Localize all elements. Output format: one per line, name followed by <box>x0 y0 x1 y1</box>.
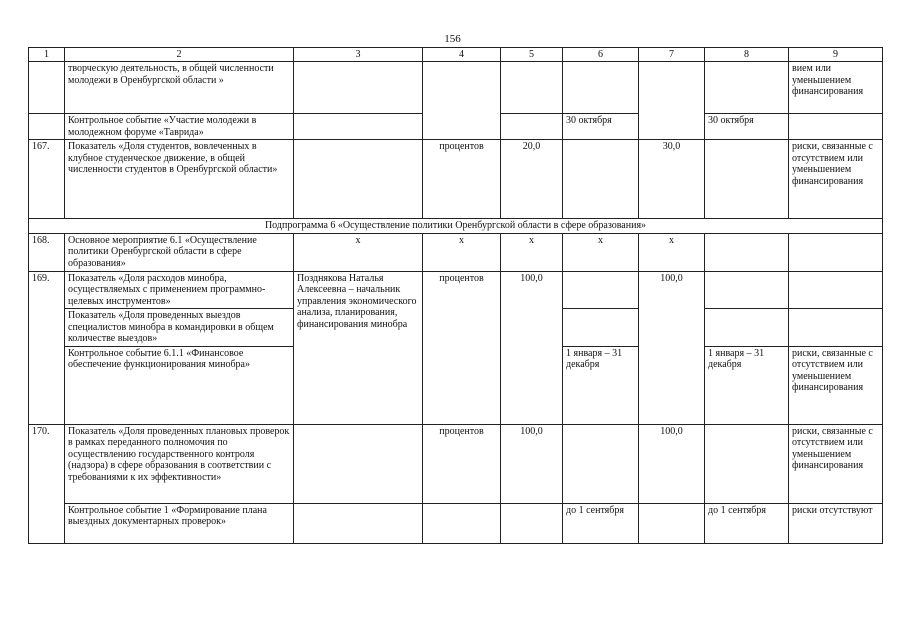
cell-value-target: 100,0 <box>639 271 705 424</box>
cell-value-target: 100,0 <box>639 424 705 503</box>
col-header-2: 2 <box>65 48 294 62</box>
cell-x: х <box>639 233 705 271</box>
table-row <box>29 424 883 503</box>
cell-risks: риски, связанные с отсутствием или уменьшением финансирования <box>789 140 883 219</box>
table-row <box>29 271 883 309</box>
header-row <box>29 48 883 62</box>
cell-x: х <box>501 233 563 271</box>
col-header-6: 6 <box>563 48 639 62</box>
cell-unit: процентов <box>423 140 501 219</box>
cell-risks: риски, связанные с отсутствием или уменьшением финансирования <box>789 346 883 424</box>
col-header-8: 8 <box>705 48 789 62</box>
cell-value-base: 100,0 <box>501 271 563 424</box>
cell-date-fact: 1 января – 31 декабря <box>705 346 789 424</box>
cell-x: х <box>423 233 501 271</box>
page-number: 156 <box>444 33 461 45</box>
cell-control-event: Контрольное событие 1 «Формирование плана выездных документарных проверок» <box>65 503 294 543</box>
cell-main-event: Основное мероприятие 6.1 «Осуществление политики Оренбургской области в сфере образования» <box>65 233 294 271</box>
col-header-9: 9 <box>789 48 883 62</box>
table-row <box>29 233 883 271</box>
cell-date-plan: 1 января – 31 декабря <box>563 346 639 424</box>
cell-value-base: 100,0 <box>501 424 563 503</box>
cell-indicator: Показатель «Доля проведенных выездов специалистов минобра в командировки в общем количестве выездов» <box>65 309 294 347</box>
cell-unit: процентов <box>423 271 501 424</box>
table-row <box>29 503 883 543</box>
col-header-5: 5 <box>501 48 563 62</box>
cell-control-event: Контрольное событие 6.1.1 «Финансовое обеспечение функционирования минобра» <box>65 346 294 424</box>
cell-unit: процентов <box>423 424 501 503</box>
cell-value-target: 30,0 <box>639 140 705 219</box>
col-header-7: 7 <box>639 48 705 62</box>
cell-indicator: Показатель «Доля студентов, вовлеченных в клубное студенческое движение, в общей численности студентов в Оренбургской области» <box>65 140 294 219</box>
cell-risks: риски, связанные с отсутствием или уменьшением финансирования <box>789 424 883 503</box>
table-row <box>29 62 883 114</box>
table-row <box>29 140 883 219</box>
cell-risks: риски отсутствуют <box>789 503 883 543</box>
cell-risks: вием или уменьшением финансирования <box>789 62 883 114</box>
cell-date-fact: 30 октября <box>705 114 789 140</box>
row-number: 169. <box>29 271 65 424</box>
row-number: 170. <box>29 424 65 543</box>
plan-table <box>28 47 883 544</box>
cell-control-event: Контрольное событие «Участие молодежи в молодежном форуме «Таврида» <box>65 114 294 140</box>
col-header-4: 4 <box>423 48 501 62</box>
row-number: 167. <box>29 140 65 219</box>
cell-indicator: Показатель «Доля проведенных плановых проверок в рамках переданного полномочия по осуществлению государственного контроля (надзора) в сфере образования в соответствии с требованиями к их эффективности» <box>65 424 294 503</box>
subprogram-title: Подпрограмма 6 «Осуществление политики Оренбургской области в сфере образования» <box>29 219 883 234</box>
cell-indicator: Показатель «Доля расходов минобра, осуществляемых с применением программно-целевых инструментов» <box>65 271 294 309</box>
cell-date-fact: до 1 сентября <box>705 503 789 543</box>
cell-responsible: Позднякова Наталья Алексеевна – начальник управления экономического анализа, планирования, финансирования минобра <box>294 271 423 424</box>
row-number: 168. <box>29 233 65 271</box>
section-row <box>29 219 883 234</box>
cell-date-plan: до 1 сентября <box>563 503 639 543</box>
cell-x: х <box>294 233 423 271</box>
cell-x: х <box>563 233 639 271</box>
cell-date-plan: 30 октября <box>563 114 639 140</box>
col-header-1: 1 <box>29 48 65 62</box>
col-header-3: 3 <box>294 48 423 62</box>
cell-value-base: 20,0 <box>501 140 563 219</box>
cell-indicator: творческую деятельность, в общей численности молодежи в Оренбургской области » <box>65 62 294 114</box>
